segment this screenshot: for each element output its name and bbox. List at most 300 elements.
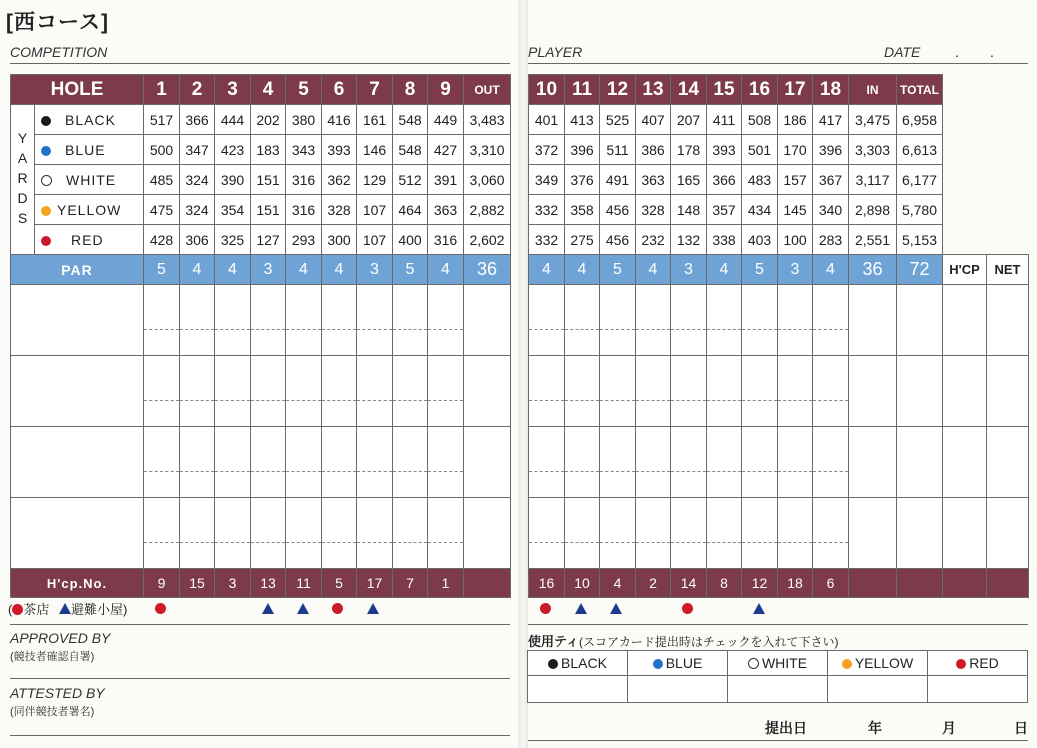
yards-label: YARDS xyxy=(11,105,35,255)
yard-cell: 165 xyxy=(671,165,707,195)
hcp-no-label: H'cp.No. xyxy=(11,569,144,598)
tee-checkbox[interactable] xyxy=(728,676,828,703)
score-cell[interactable] xyxy=(778,498,813,569)
yard-cell: 338 xyxy=(707,225,742,255)
total-label: TOTAL xyxy=(897,75,943,105)
tea-house-icon xyxy=(155,603,166,614)
score-cell[interactable] xyxy=(707,356,742,427)
par-cell: 4 xyxy=(636,255,671,285)
hcp-row xyxy=(11,569,511,598)
yard-cell: 393 xyxy=(707,135,742,165)
score-row[interactable] xyxy=(529,285,1029,356)
total-score-cell[interactable] xyxy=(897,285,943,356)
score-cell[interactable] xyxy=(251,427,286,498)
score-cell[interactable] xyxy=(813,356,849,427)
yard-cell: 316 xyxy=(286,195,322,225)
score-cell[interactable] xyxy=(393,285,428,356)
in-score-cell[interactable] xyxy=(849,498,897,569)
in-total: 3,303 xyxy=(849,135,897,165)
shelter-icon xyxy=(297,603,309,614)
par-row xyxy=(529,255,1029,285)
tee-name-black: BLACK xyxy=(35,105,144,135)
score-cell[interactable] xyxy=(600,498,636,569)
score-cell[interactable] xyxy=(778,285,813,356)
out-total: 3,060 xyxy=(464,165,511,195)
yard-cell: 161 xyxy=(357,105,393,135)
hcp-cell: 13 xyxy=(251,569,286,598)
hole-6: 6 xyxy=(322,75,357,105)
score-cell[interactable] xyxy=(357,356,393,427)
score-cell[interactable] xyxy=(322,356,357,427)
yard-cell: 148 xyxy=(671,195,707,225)
score-cell[interactable] xyxy=(393,427,428,498)
shelter-icon xyxy=(59,603,71,614)
approved-signature-line[interactable] xyxy=(10,678,510,679)
grand-total: 6,613 xyxy=(897,135,943,165)
score-cell[interactable] xyxy=(144,498,180,569)
divider xyxy=(528,624,1028,625)
yard-cell: 372 xyxy=(529,135,565,165)
hcp-score-cell[interactable] xyxy=(943,285,987,356)
hole-5: 5 xyxy=(286,75,322,105)
par-cell: 5 xyxy=(393,255,428,285)
hcp-in-cell xyxy=(849,569,897,598)
yard-cell: 367 xyxy=(813,165,849,195)
tea-house-label: 茶店 xyxy=(23,602,50,617)
yard-cell: 306 xyxy=(180,225,215,255)
yard-cell: 207 xyxy=(671,105,707,135)
score-cell[interactable] xyxy=(671,498,707,569)
score-cell[interactable] xyxy=(428,427,464,498)
score-cell[interactable] xyxy=(636,285,671,356)
yard-cell: 548 xyxy=(393,105,428,135)
day-label: 日 xyxy=(1014,720,1028,736)
score-cell[interactable] xyxy=(144,285,180,356)
back-nine-table xyxy=(528,74,1029,598)
score-cell[interactable] xyxy=(251,356,286,427)
hole-1: 1 xyxy=(144,75,180,105)
yard-cell: 512 xyxy=(393,165,428,195)
score-cell[interactable] xyxy=(286,427,322,498)
score-cell[interactable] xyxy=(286,356,322,427)
yard-cell: 483 xyxy=(742,165,778,195)
yard-cell: 324 xyxy=(180,165,215,195)
yard-cell: 428 xyxy=(144,225,180,255)
score-cell[interactable] xyxy=(636,498,671,569)
yard-cell: 300 xyxy=(322,225,357,255)
score-cell[interactable] xyxy=(215,498,251,569)
score-cell[interactable] xyxy=(393,498,428,569)
hcp-cell: 6 xyxy=(813,569,849,598)
yard-cell: 178 xyxy=(671,135,707,165)
hole-14: 14 xyxy=(671,75,707,105)
score-cell[interactable] xyxy=(180,498,215,569)
yard-cell: 129 xyxy=(357,165,393,195)
hole-18: 18 xyxy=(813,75,849,105)
score-cell[interactable] xyxy=(357,498,393,569)
yard-cell: 423 xyxy=(215,135,251,165)
score-row[interactable] xyxy=(11,498,511,569)
player-name-cell[interactable] xyxy=(11,356,144,427)
score-cell[interactable] xyxy=(671,356,707,427)
score-cell[interactable] xyxy=(742,498,778,569)
tee-name-blue: BLUE xyxy=(35,135,144,165)
hcp-score-cell[interactable] xyxy=(943,498,987,569)
tea-house-icon xyxy=(12,604,23,615)
yard-cell: 400 xyxy=(393,225,428,255)
out-total: 2,602 xyxy=(464,225,511,255)
hole-13: 13 xyxy=(636,75,671,105)
score-row[interactable] xyxy=(529,427,1029,498)
yard-cell: 511 xyxy=(600,135,636,165)
hole-11: 11 xyxy=(565,75,600,105)
yard-cell: 386 xyxy=(636,135,671,165)
par-cell: 3 xyxy=(251,255,286,285)
hcp-total-cell xyxy=(897,569,943,598)
hole-3: 3 xyxy=(215,75,251,105)
tee-name-red: RED xyxy=(35,225,144,255)
net-label: NET xyxy=(987,255,1029,285)
yard-cell: 183 xyxy=(251,135,286,165)
front-nine-table xyxy=(10,74,511,598)
in-total: 2,898 xyxy=(849,195,897,225)
red-dot-icon xyxy=(41,236,51,246)
tee-row xyxy=(529,165,1029,195)
score-cell[interactable] xyxy=(813,285,849,356)
score-cell[interactable] xyxy=(636,427,671,498)
shelter-icon xyxy=(262,603,274,614)
hcp-cell: 17 xyxy=(357,569,393,598)
hcp-score-cell[interactable] xyxy=(943,356,987,427)
yard-cell: 107 xyxy=(357,195,393,225)
score-cell[interactable] xyxy=(707,285,742,356)
hcp-hcp-cell xyxy=(943,569,987,598)
score-cell[interactable] xyxy=(742,427,778,498)
tee-check-blue: BLUE xyxy=(628,651,728,676)
yard-cell: 349 xyxy=(529,165,565,195)
score-cell[interactable] xyxy=(671,427,707,498)
score-cell[interactable] xyxy=(393,356,428,427)
yard-cell: 316 xyxy=(286,165,322,195)
hole-16: 16 xyxy=(742,75,778,105)
shelter-icon xyxy=(610,603,622,614)
attested-signature-line[interactable] xyxy=(10,735,510,736)
score-cell[interactable] xyxy=(707,498,742,569)
score-cell[interactable] xyxy=(428,285,464,356)
score-cell[interactable] xyxy=(565,427,600,498)
par-cell: 3 xyxy=(357,255,393,285)
shelter-icon xyxy=(575,603,587,614)
yard-cell: 186 xyxy=(778,105,813,135)
in-score-cell[interactable] xyxy=(849,427,897,498)
score-cell[interactable] xyxy=(742,356,778,427)
score-cell[interactable] xyxy=(357,285,393,356)
score-row[interactable] xyxy=(529,498,1029,569)
par-cell: 4 xyxy=(813,255,849,285)
shelter-icon xyxy=(367,603,379,614)
use-tee-label: 使用ティ xyxy=(528,634,579,649)
score-cell[interactable] xyxy=(215,285,251,356)
yard-cell: 100 xyxy=(778,225,813,255)
score-cell[interactable] xyxy=(565,498,600,569)
score-cell[interactable] xyxy=(565,356,600,427)
yard-cell: 157 xyxy=(778,165,813,195)
yard-cell: 363 xyxy=(428,195,464,225)
yard-cell: 357 xyxy=(707,195,742,225)
in-score-cell[interactable] xyxy=(849,285,897,356)
tee-row xyxy=(529,105,1029,135)
tee-name-yellow: YELLOW xyxy=(35,195,144,225)
red-dot-icon xyxy=(956,659,966,669)
total-score-cell[interactable] xyxy=(897,356,943,427)
player-name-cell[interactable] xyxy=(11,285,144,356)
white-dot-icon xyxy=(41,175,52,186)
score-cell[interactable] xyxy=(813,498,849,569)
yellow-dot-icon xyxy=(842,659,852,669)
blue-dot-icon xyxy=(41,146,51,156)
par-cell: 4 xyxy=(707,255,742,285)
score-cell[interactable] xyxy=(529,427,565,498)
marker-legend: ( 茶店 避難小屋) xyxy=(8,602,128,617)
blue-dot-icon xyxy=(653,659,663,669)
course-title: [西コース] xyxy=(6,11,109,34)
year-label: 年 xyxy=(868,720,882,736)
submit-date-label: 提出日 xyxy=(765,720,807,736)
date-sep-1: . xyxy=(955,44,959,60)
grand-total: 5,153 xyxy=(897,225,943,255)
score-cell[interactable] xyxy=(322,498,357,569)
yard-cell: 417 xyxy=(813,105,849,135)
par-cell: 4 xyxy=(215,255,251,285)
yard-cell: 127 xyxy=(251,225,286,255)
bottom-line xyxy=(528,740,1028,741)
grand-total: 5,780 xyxy=(897,195,943,225)
yard-cell: 525 xyxy=(600,105,636,135)
par-cell: 4 xyxy=(322,255,357,285)
tee-check-yellow: YELLOW xyxy=(828,651,928,676)
score-cell[interactable] xyxy=(286,498,322,569)
hole-label: HOLE xyxy=(11,75,144,105)
score-cell[interactable] xyxy=(251,498,286,569)
tea-house-icon xyxy=(540,603,551,614)
tee-name-white: WHITE xyxy=(35,165,144,195)
out-score-cell[interactable] xyxy=(464,427,511,498)
yard-cell: 500 xyxy=(144,135,180,165)
par-label: PAR xyxy=(11,255,144,285)
yard-cell: 427 xyxy=(428,135,464,165)
in-total: 3,475 xyxy=(849,105,897,135)
score-cell[interactable] xyxy=(144,427,180,498)
score-cell[interactable] xyxy=(529,498,565,569)
yard-cell: 407 xyxy=(636,105,671,135)
yard-cell: 275 xyxy=(565,225,600,255)
total-score-cell[interactable] xyxy=(897,498,943,569)
net-score-cell[interactable] xyxy=(987,427,1029,498)
score-cell[interactable] xyxy=(600,285,636,356)
yard-cell: 202 xyxy=(251,105,286,135)
yard-cell: 403 xyxy=(742,225,778,255)
yard-cell: 517 xyxy=(144,105,180,135)
tee-check-black: BLACK xyxy=(528,651,628,676)
tee-row xyxy=(11,165,511,195)
net-score-cell[interactable] xyxy=(987,285,1029,356)
yard-cell: 324 xyxy=(180,195,215,225)
par-cell: 5 xyxy=(144,255,180,285)
yard-cell: 107 xyxy=(357,225,393,255)
score-cell[interactable] xyxy=(600,356,636,427)
score-cell[interactable] xyxy=(428,356,464,427)
hole-10: 10 xyxy=(529,75,565,105)
tee-checkbox[interactable] xyxy=(528,676,628,703)
hole-4: 4 xyxy=(251,75,286,105)
par-cell: 5 xyxy=(742,255,778,285)
score-cell[interactable] xyxy=(322,285,357,356)
par-total: 72 xyxy=(897,255,943,285)
par-cell: 3 xyxy=(778,255,813,285)
score-row[interactable] xyxy=(11,427,511,498)
yard-cell: 393 xyxy=(322,135,357,165)
score-cell[interactable] xyxy=(636,356,671,427)
yard-cell: 151 xyxy=(251,195,286,225)
player-name-cell[interactable] xyxy=(11,498,144,569)
divider xyxy=(10,624,510,625)
score-cell[interactable] xyxy=(322,427,357,498)
shelter-icon xyxy=(753,603,765,614)
yard-cell: 343 xyxy=(286,135,322,165)
in-label: IN xyxy=(849,75,897,105)
hole-7: 7 xyxy=(357,75,393,105)
out-score-cell[interactable] xyxy=(464,498,511,569)
yard-cell: 413 xyxy=(565,105,600,135)
score-cell[interactable] xyxy=(600,427,636,498)
yard-cell: 347 xyxy=(180,135,215,165)
yard-cell: 151 xyxy=(251,165,286,195)
yard-cell: 491 xyxy=(600,165,636,195)
in-score-cell[interactable] xyxy=(849,356,897,427)
tee-check-red: RED xyxy=(928,651,1028,676)
yard-cell: 416 xyxy=(322,105,357,135)
hole-9: 9 xyxy=(428,75,464,105)
score-row[interactable] xyxy=(11,285,511,356)
player-line xyxy=(528,63,1028,64)
in-total: 3,117 xyxy=(849,165,897,195)
hcp-cell: 15 xyxy=(180,569,215,598)
score-cell[interactable] xyxy=(707,427,742,498)
score-cell[interactable] xyxy=(357,427,393,498)
hcp-score-cell[interactable] xyxy=(943,427,987,498)
hcp-cell: 3 xyxy=(215,569,251,598)
hcp-cell: 16 xyxy=(529,569,565,598)
player-name-cell[interactable] xyxy=(11,427,144,498)
score-cell[interactable] xyxy=(428,498,464,569)
score-cell[interactable] xyxy=(180,285,215,356)
hcp-cell: 1 xyxy=(428,569,464,598)
yard-cell: 366 xyxy=(707,165,742,195)
yard-cell: 332 xyxy=(529,225,565,255)
score-cell[interactable] xyxy=(529,356,565,427)
yard-cell: 444 xyxy=(215,105,251,135)
yard-cell: 145 xyxy=(778,195,813,225)
net-score-cell[interactable] xyxy=(987,498,1029,569)
yard-cell: 401 xyxy=(529,105,565,135)
yard-cell: 501 xyxy=(742,135,778,165)
use-tee-heading xyxy=(528,631,838,650)
out-label: OUT xyxy=(464,75,511,105)
yard-cell: 328 xyxy=(322,195,357,225)
attested-by-label: ATTESTED BY xyxy=(10,685,105,701)
yard-cell: 434 xyxy=(742,195,778,225)
yard-cell: 325 xyxy=(215,225,251,255)
score-cell[interactable] xyxy=(671,285,707,356)
score-cell[interactable] xyxy=(180,427,215,498)
yard-cell: 354 xyxy=(215,195,251,225)
score-cell[interactable] xyxy=(251,285,286,356)
score-cell[interactable] xyxy=(215,356,251,427)
par-cell: 4 xyxy=(180,255,215,285)
score-cell[interactable] xyxy=(286,285,322,356)
in-total: 2,551 xyxy=(849,225,897,255)
out-score-cell[interactable] xyxy=(464,285,511,356)
grand-total: 6,177 xyxy=(897,165,943,195)
score-cell[interactable] xyxy=(778,427,813,498)
grand-total: 6,958 xyxy=(897,105,943,135)
score-cell[interactable] xyxy=(813,427,849,498)
tee-check-white: WHITE xyxy=(728,651,828,676)
tee-checkbox[interactable] xyxy=(628,676,728,703)
tea-house-icon xyxy=(682,603,693,614)
yard-cell: 380 xyxy=(286,105,322,135)
out-total: 3,310 xyxy=(464,135,511,165)
score-cell[interactable] xyxy=(215,427,251,498)
par-out: 36 xyxy=(464,255,511,285)
yard-cell: 508 xyxy=(742,105,778,135)
yard-cell: 449 xyxy=(428,105,464,135)
yellow-dot-icon xyxy=(41,206,51,216)
score-cell[interactable] xyxy=(778,356,813,427)
yard-cell: 366 xyxy=(180,105,215,135)
yard-cell: 548 xyxy=(393,135,428,165)
competition-label: COMPETITION xyxy=(10,44,108,60)
total-score-cell[interactable] xyxy=(897,427,943,498)
month-label: 月 xyxy=(942,720,956,736)
yard-cell: 293 xyxy=(286,225,322,255)
score-row[interactable] xyxy=(11,356,511,427)
approved-by-sub: (競技者確認自署) xyxy=(10,651,95,663)
out-score-cell[interactable] xyxy=(464,356,511,427)
score-cell[interactable] xyxy=(144,356,180,427)
par-cell: 4 xyxy=(428,255,464,285)
yard-cell: 362 xyxy=(322,165,357,195)
score-row[interactable] xyxy=(529,356,1029,427)
hcp-cell: 9 xyxy=(144,569,180,598)
score-cell[interactable] xyxy=(565,285,600,356)
hcp-label: H'CP xyxy=(943,255,987,285)
tee-checkbox[interactable] xyxy=(928,676,1028,703)
tea-house-icon xyxy=(332,603,343,614)
black-dot-icon xyxy=(41,116,51,126)
yard-cell: 464 xyxy=(393,195,428,225)
yard-cell: 283 xyxy=(813,225,849,255)
par-cell: 3 xyxy=(671,255,707,285)
net-score-cell[interactable] xyxy=(987,356,1029,427)
score-cell[interactable] xyxy=(529,285,565,356)
tee-checkbox[interactable] xyxy=(828,676,928,703)
score-cell[interactable] xyxy=(742,285,778,356)
tee-row xyxy=(529,195,1029,225)
score-cell[interactable] xyxy=(180,356,215,427)
hcp-cell: 12 xyxy=(742,569,778,598)
hole-12: 12 xyxy=(600,75,636,105)
